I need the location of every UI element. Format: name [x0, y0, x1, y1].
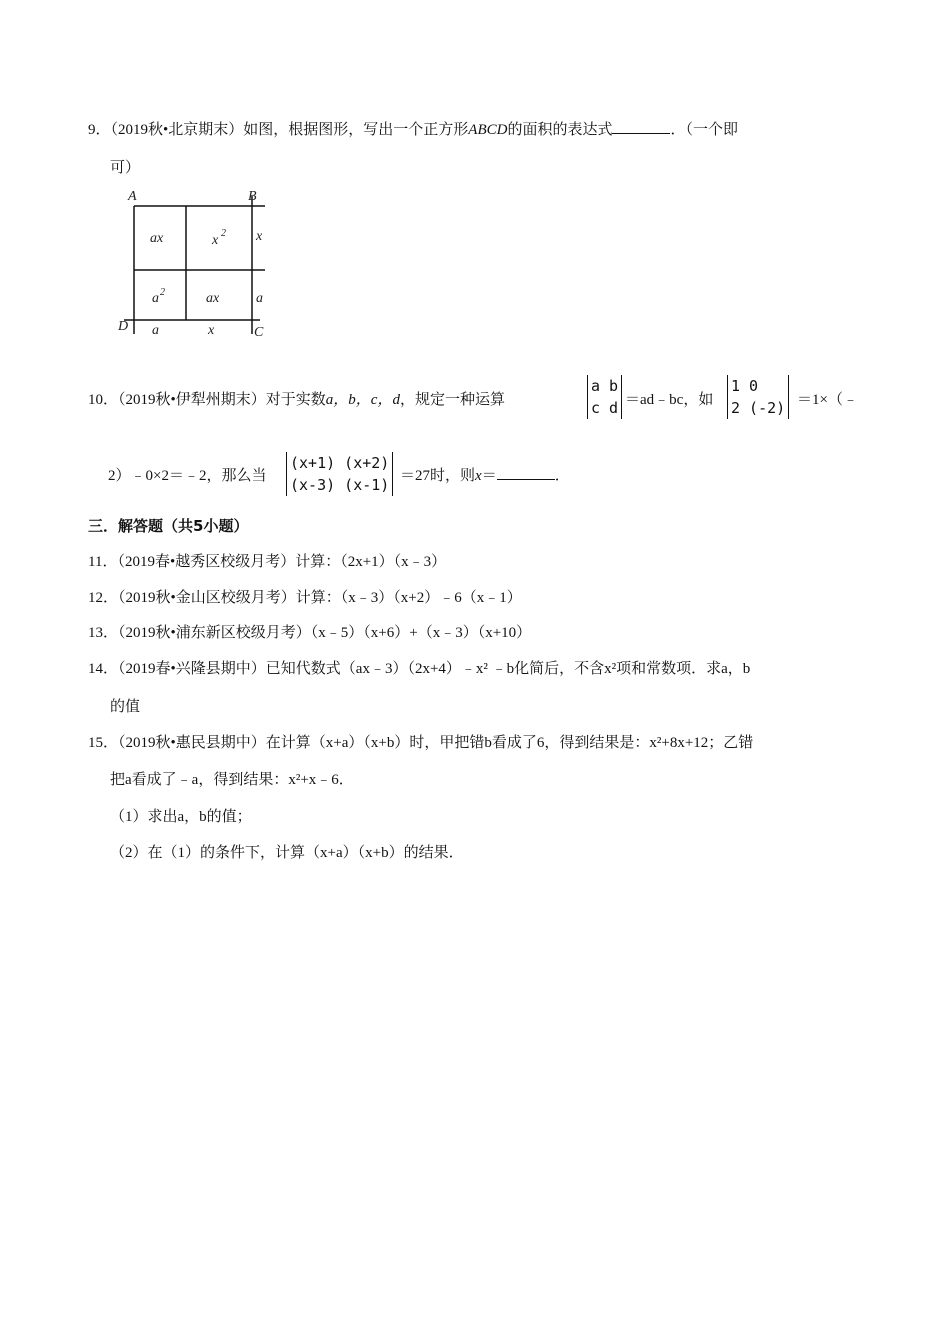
corner-label-d: D [118, 319, 129, 334]
question-number: 14． [88, 661, 119, 677]
question-text: 计算：（2x+1）（x﹣3） [295, 554, 447, 570]
bottom-label-a: a [152, 323, 159, 338]
question-15 [88, 731, 753, 752]
cell-top-left: ax [150, 231, 164, 246]
side-label-x: x [256, 229, 263, 244]
question-text: 已知代数式（ax﹣3）（2x+4）﹣x² ﹣b化简后，不含x²项和常数项．求a，b [265, 661, 751, 677]
question-12 [88, 586, 522, 607]
question-source: （2019春•兴隆县期中） [118, 661, 266, 677]
determinant-example: 1 0 2 (-2) [727, 375, 789, 419]
corner-label-a: A [128, 189, 137, 204]
question-number: 9． [88, 122, 111, 138]
question-9-continued: 可） [110, 160, 141, 176]
question-text: 计算：（x﹣3）（x+2）﹣6（x﹣1） [295, 590, 522, 606]
answer-blank [612, 119, 670, 134]
question-source: （2019春•越秀区校级月考） [117, 554, 296, 570]
side-label-a: a [256, 291, 263, 306]
determinant-formula: ＝ad﹣bc，如 [625, 392, 714, 408]
cell-top-right-exponent: 2 [221, 228, 226, 239]
question-number: 15． [88, 735, 119, 751]
question-text: ，规定一种运算 [399, 392, 505, 408]
determinant-definition: a b c d [587, 375, 622, 419]
square-name: ABCD [468, 122, 508, 138]
cell-bottom-left: a [152, 291, 159, 306]
cell-bottom-left-exponent: 2 [160, 287, 165, 298]
question-10-continued: 2）﹣0×2＝﹣2，那么当 [108, 468, 267, 484]
question-15-part-1: （1）求出a，b的值； [110, 809, 252, 825]
question-text: 对于实数 [265, 392, 326, 408]
cell-top-right: x [212, 233, 219, 248]
square-area-figure [112, 184, 272, 344]
question-14 [88, 657, 750, 678]
question-text: 在计算（x+a）（x+b）时，甲把错b看成了6，得到结果是：x²+8x+12；乙错 [265, 735, 754, 751]
question-text: ．（一个即 [670, 122, 738, 138]
section-heading: 三．解答题（共5小题） [88, 517, 249, 535]
question-text: 如图，根据图形，写出一个正方形 [243, 122, 469, 138]
question-source: （2019秋•浦东新区校级月考） [118, 625, 311, 641]
determinant-example-result: ＝1×（﹣ [797, 392, 858, 408]
question-14-continued: 的值 [110, 699, 141, 715]
question-15-continued: 把a看成了﹣a，得到结果：x²+x﹣6． [110, 772, 354, 788]
question-10 [88, 388, 505, 409]
question-text: 的面积的表达式 [507, 122, 613, 138]
question-source: （2019秋•伊犁州期末） [118, 392, 266, 408]
question-source: （2019秋•北京期末） [110, 122, 244, 138]
answer-blank [497, 465, 555, 480]
question-9 [88, 118, 738, 139]
question-15-part-2: （2）在（1）的条件下，计算（x+a）（x+b）的结果． [110, 845, 464, 861]
question-number: 12． [88, 590, 119, 606]
question-text: （x﹣5）（x+6）+（x﹣3）（x+10） [310, 625, 532, 641]
question-source: （2019秋•惠民县期中） [118, 735, 266, 751]
corner-label-b: B [248, 189, 257, 204]
question-number: 11． [88, 554, 118, 570]
cell-bottom-right: ax [206, 291, 220, 306]
determinant-equation: (x+1) (x+2) (x-3) (x-1) [286, 452, 393, 496]
bottom-label-x: x [208, 323, 215, 338]
question-11 [88, 550, 446, 571]
question-13 [88, 621, 531, 642]
question-10-tail: ＝27时，则x＝ ． [400, 464, 570, 485]
question-number: 13． [88, 625, 119, 641]
variables: a，b，c，d [325, 392, 400, 408]
question-number: 10． [88, 392, 119, 408]
corner-label-c: C [254, 325, 264, 340]
question-source: （2019秋•金山区校级月考） [118, 590, 296, 606]
